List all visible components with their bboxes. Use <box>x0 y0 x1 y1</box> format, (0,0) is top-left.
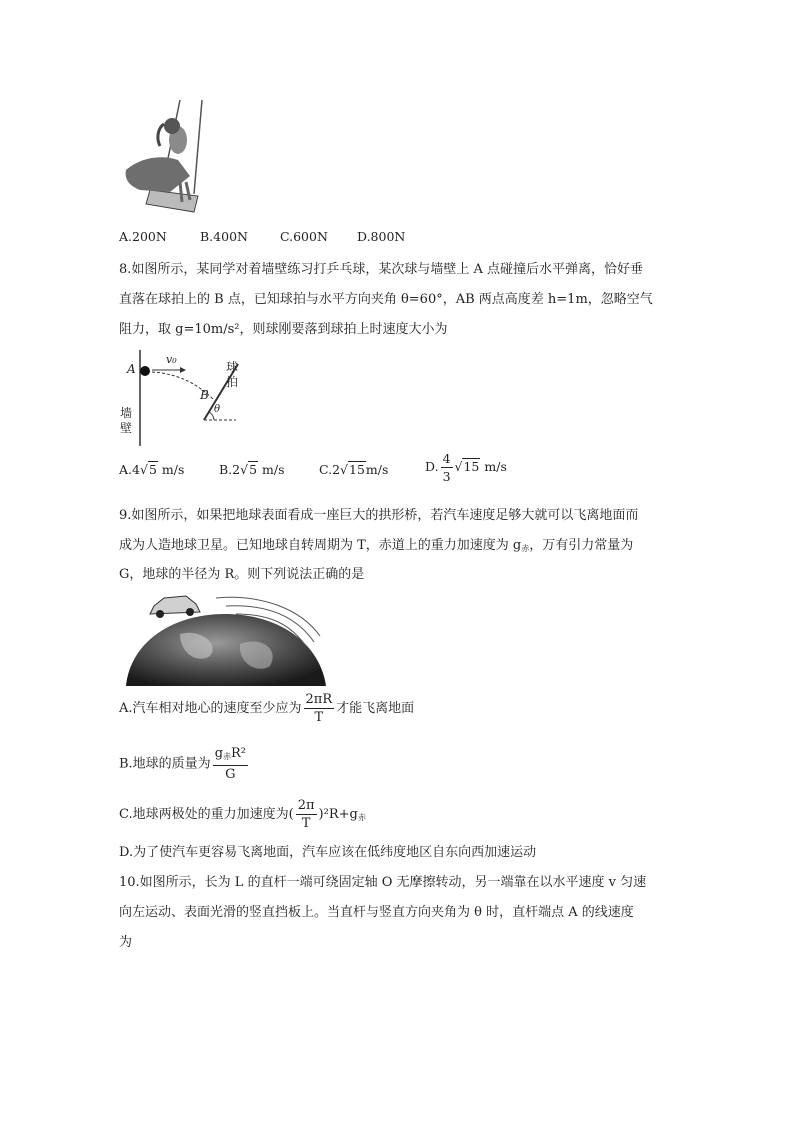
q9-option-a: A.汽车相对地心的速度至少应为 $\frac{2\pi R}{T}$ 才能飞离地面 <box>119 692 415 725</box>
wall-paddle-figure <box>118 348 248 448</box>
label-paddle: 球拍 <box>226 360 239 389</box>
q8-line-2: 直落在球拍上的 B 点，已知球拍与水平方向夹角 θ=60°，AB 两点高度差 h=1m，忽略空气 <box>119 292 653 307</box>
q8-line-3: 阻力，取 g=10m/s²，则球刚要落到球拍上时速度大小为 <box>119 322 448 337</box>
q7-option-c: C.600N <box>280 229 328 244</box>
q9-line-1: 9.如图所示，如果把地球表面看成一座巨大的拱形桥，若汽车速度足够大就可以飞离地面而 <box>119 508 639 523</box>
q7-option-a: A.200N <box>119 229 167 244</box>
q8-option-a: A.4√5 m/s <box>119 462 185 477</box>
q9-option-b: B.地球的质量为 $\frac{g_赤R^2}{G}$ <box>119 746 247 782</box>
q10-line-3: 为 <box>119 935 133 950</box>
q9-option-d: D.为了使汽车更容易飞离地面，汽车应该在低纬度地区自东向西加速运动 <box>119 845 537 860</box>
label-wall: 墙壁 <box>120 406 133 435</box>
q8-option-b: B.2√5 m/s <box>219 462 285 477</box>
label-point-a: A <box>127 362 136 376</box>
q9-line-2: 成为人造地球卫星。已知地球自转周期为 T，赤道上的重力加速度为 $g_赤$，万有引力常量为 <box>119 538 634 553</box>
q8-option-d: D. $\frac{4}{3}$ √15 m/s <box>425 451 507 484</box>
label-point-b: B <box>200 388 209 402</box>
q9-line-3: G，地球的半径为 R。则下列说法正确的是 <box>119 567 365 582</box>
q8-option-c: C.2√15m/s <box>319 462 389 477</box>
label-theta: θ <box>214 404 221 415</box>
q8-line-1: 8.如图所示，某同学对着墙壁练习打乒乓球，某次球与墙壁上 A 点碰撞后水平弹离，恰好垂 <box>119 262 644 277</box>
q7-option-d: D.800N <box>357 229 406 244</box>
q10-line-2: 向左运动、表面光滑的竖直挡板上。当直杆与竖直方向夹角为 θ 时，直杆端点 A 的线速度 <box>119 905 634 920</box>
q9-option-c: C.地球两极处的重力加速度为( $\frac{2\pi}{T}$ )$^2R+g_赤$ <box>119 798 366 831</box>
earth-car-figure <box>120 584 330 686</box>
q10-line-1: 10.如图所示，长为 L 的直杆一端可绕固定轴 O 无摩擦转动，另一端靠在以水平速度 v 匀速 <box>119 875 647 890</box>
swing-figure <box>120 98 216 216</box>
label-v0: v₀ <box>166 353 177 366</box>
q7-option-b: B.400N <box>200 229 248 244</box>
